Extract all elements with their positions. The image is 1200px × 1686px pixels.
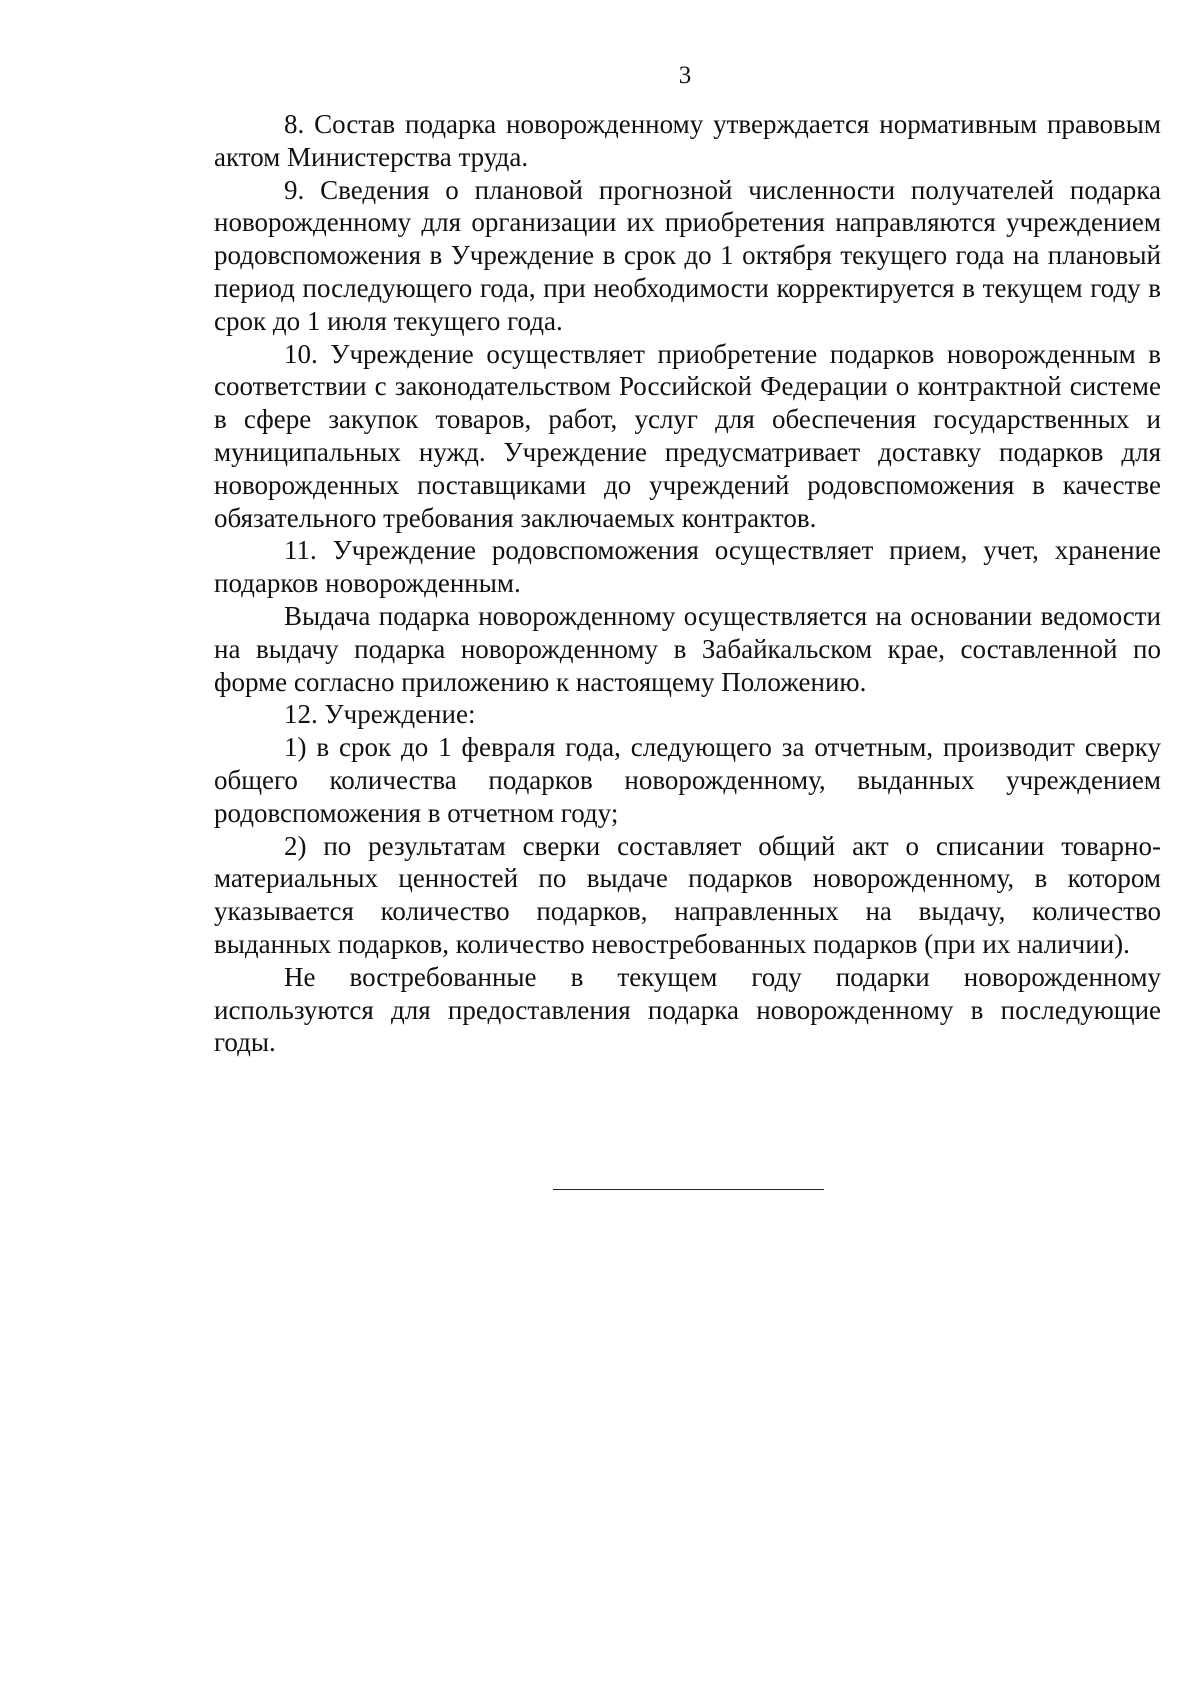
- paragraph-12: 12. Учреждение:: [284, 699, 476, 730]
- paragraph-11: 11. Учреждение родовспоможения осуществляет прием, учет, хранение подарков новорожденным.: [214, 535, 1161, 599]
- paragraph-9: 9. Сведения о плановой прогнозной численности получателей подарка новорожденному для организации их приобретения направляются учреждением родовспоможения в Учреждение в срок до 1 октября текущего года на плановый период последующего года, при необходимости корректируется в текущем году в срок до 1 июля текущего года.: [214, 174, 1161, 336]
- paragraph-10: 10. Учреждение осуществляет приобретение подарков новорожденным в соответствии с законодательством Российской Федерации о контрактной системе в сфере закупок товаров, работ, услуг для обеспечения государственных и муниципальных нужд. Учреждение предусматривает доставку подарков для новорожденных поставщиками до учреждений родовспоможения в качестве обязательного требования заключаемых контрактов.: [214, 338, 1161, 533]
- paragraph-8: 8. Состав подарка новорожденному утверждается нормативным правовым актом Министерства труда.: [214, 109, 1161, 172]
- paragraph-unclaimed-gifts: Не востребованные в текущем году подарки новорожденному используются для предоставления подарка новорожденному в последующие годы.: [214, 961, 1161, 1058]
- document-body: [214, 108, 1161, 1059]
- paragraph-12-item-1: 1) в срок до 1 февраля года, следующего за отчетным, производит сверку общего количества подарков новорожденному, выданных учреждением родовспоможения в отчетном году;: [214, 732, 1161, 828]
- end-separator-line: [553, 1189, 824, 1190]
- paragraph-11-issuance: Выдача подарка новорожденному осуществляется на основании ведомости на выдачу подарка новорожденному в Забайкальском крае, составленной по форме согласно приложению к настоящему Положению.: [214, 600, 1161, 697]
- page-number: 3: [678, 62, 692, 89]
- paragraph-12-item-2: 2) по результатам сверки составляет общий акт о списании товарно-материальных ценностей по выдаче подарков новорожденному, в котором указывается количество подарков, направленных на выдачу, количество выданных подарков, количество невостребованных подарков (при их наличии).: [214, 830, 1161, 959]
